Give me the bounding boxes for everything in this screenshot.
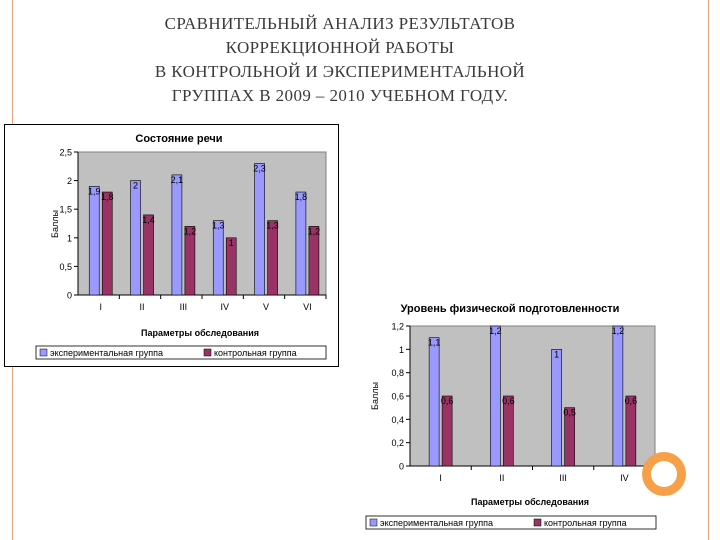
data-label: 1,1 <box>427 337 441 348</box>
bar-control <box>185 226 195 295</box>
x-tick-label: IV <box>220 302 229 312</box>
data-label: 1,2 <box>183 226 197 237</box>
slide-title-line-4: ГРУППАХ В 2009 – 2010 УЧЕБНОМ ГОДУ. <box>171 86 509 105</box>
legend-swatch-control <box>204 349 211 356</box>
bar-experimental <box>296 192 306 295</box>
bar-control <box>102 192 112 295</box>
legend-label-control: контрольная группа <box>544 518 627 528</box>
y-tick-label: 1,2 <box>391 321 404 332</box>
legend-label-experimental: экспериментальная группа <box>50 348 163 358</box>
legend-label-control: контрольная группа <box>214 348 297 358</box>
x-tick-label: I <box>99 302 102 312</box>
bar-control <box>442 396 452 466</box>
data-label: 1 <box>228 237 234 248</box>
data-label: 1,8 <box>100 192 114 203</box>
data-label: 1,2 <box>307 226 321 237</box>
legend-swatch-control <box>534 519 541 526</box>
x-axis-label: Параметры обследования <box>140 328 260 338</box>
y-axis-label: Баллы <box>370 382 380 410</box>
data-label: 1 <box>554 349 560 360</box>
bar-control <box>503 396 513 466</box>
data-label: 1,8 <box>294 192 308 203</box>
data-label: 2,1 <box>170 174 184 185</box>
speech-state-chart <box>4 124 344 368</box>
data-label: 2 <box>133 180 139 191</box>
bar-control <box>309 226 319 295</box>
slide-title-line-1: СРАВНИТЕЛЬНЫЙ АНАЛИЗ РЕЗУЛЬТАТОВ <box>164 14 516 33</box>
slide-frame-right-line <box>708 0 709 540</box>
data-label: 1,9 <box>87 186 101 197</box>
data-label: 1,2 <box>489 326 502 336</box>
x-axis-label: Параметры обследования <box>470 497 590 507</box>
y-tick-label: 1 <box>66 233 72 244</box>
y-tick-label: 0 <box>398 461 404 472</box>
data-label: 0,6 <box>502 396 515 406</box>
y-axis-label: Баллы <box>50 210 60 238</box>
data-label: 1,3 <box>266 220 279 231</box>
x-tick-label: V <box>263 302 270 312</box>
y-tick-label: 2,5 <box>59 147 72 158</box>
legend-swatch-experimental <box>370 519 377 526</box>
x-tick-label: II <box>139 302 145 312</box>
slide-title-line-2: КОРРЕКЦИОННОЙ РАБОТЫ <box>225 38 455 57</box>
bar-experimental <box>490 326 500 466</box>
x-tick-label: IV <box>620 473 629 483</box>
y-tick-label: 1 <box>398 344 404 355</box>
plot-area <box>78 152 326 295</box>
slide-title-line-3: В КОНТРОЛЬНОЙ И ЭКСПЕРИМЕНТАЛЬНОЙ <box>154 62 526 81</box>
bar-experimental <box>552 349 562 466</box>
x-tick-label: I <box>439 473 442 483</box>
bar-experimental <box>131 181 141 295</box>
bar-control <box>268 221 278 295</box>
bar-experimental <box>89 186 99 295</box>
y-tick-label: 0,6 <box>391 391 404 402</box>
bar-experimental <box>172 175 182 295</box>
y-tick-label: 1,5 <box>59 204 72 215</box>
x-tick-label: VI <box>303 302 312 312</box>
bar-experimental <box>429 338 439 466</box>
data-label: 1,2 <box>611 326 625 336</box>
bar-experimental <box>613 326 623 466</box>
data-label: 0,5 <box>563 407 576 418</box>
bar-control <box>626 396 636 466</box>
legend-label-experimental: экспериментальная группа <box>380 518 493 528</box>
data-label: 1,4 <box>142 214 155 225</box>
slide-title <box>40 12 640 108</box>
bar-experimental <box>213 221 223 295</box>
bar-control <box>144 215 154 295</box>
chart-title: Уровень физической подготовленности <box>400 303 620 315</box>
y-tick-label: 0,5 <box>59 261 72 272</box>
chart-title: Состояние речи <box>135 133 223 145</box>
y-tick-label: 2 <box>66 176 72 187</box>
decorative-circle-inner <box>651 461 677 487</box>
y-tick-label: 0,8 <box>391 368 404 379</box>
data-label: 0,6 <box>440 396 454 406</box>
x-tick-label: III <box>179 302 188 312</box>
y-tick-label: 0,2 <box>391 438 404 449</box>
x-tick-label: II <box>499 473 505 483</box>
bar-experimental <box>255 163 265 295</box>
data-label: 0,6 <box>624 396 638 406</box>
y-tick-label: 0 <box>66 290 72 301</box>
x-tick-label: III <box>559 473 567 483</box>
data-label: 2,3 <box>253 163 266 174</box>
physical-fitness-chart <box>358 298 663 538</box>
y-tick-label: 0,4 <box>391 414 404 425</box>
legend-swatch-experimental <box>40 349 47 356</box>
data-label: 1,3 <box>211 220 225 231</box>
